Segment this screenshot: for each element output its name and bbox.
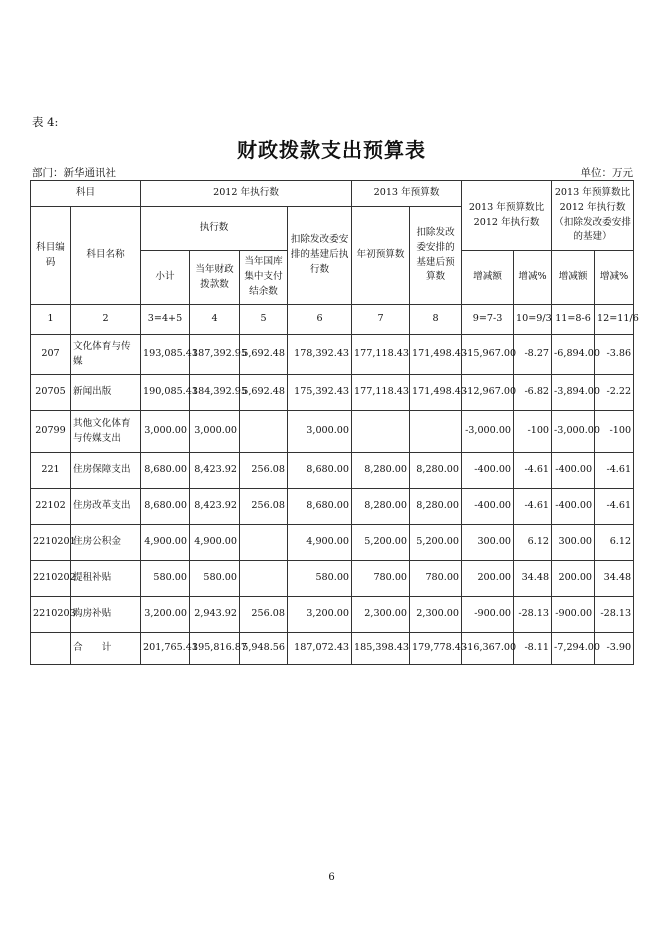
amount-cell: 8,280.00 <box>410 453 462 489</box>
amount-cell: -3,894.00 <box>552 375 595 411</box>
subject-code-cell: 207 <box>31 335 71 375</box>
amount-cell: 171,498.43 <box>410 335 462 375</box>
header-exec-2012: 2012 年执行数 <box>141 181 352 207</box>
amount-cell: -400.00 <box>552 453 595 489</box>
amount-cell: 300.00 <box>462 525 514 561</box>
amount-cell: 200.00 <box>462 561 514 597</box>
amount-cell: -12,967.00 <box>462 375 514 411</box>
amount-cell: 190,085.43 <box>141 375 190 411</box>
amount-cell: -16,367.00 <box>462 633 514 665</box>
amount-cell: -400.00 <box>462 453 514 489</box>
subject-code-cell: 221 <box>31 453 71 489</box>
column-index-cell: 11=8-6 <box>552 305 595 335</box>
column-index-row <box>31 305 634 335</box>
header-name: 科目名称 <box>71 207 141 305</box>
amount-cell: 3,200.00 <box>141 597 190 633</box>
amount-cell: 256.08 <box>240 453 288 489</box>
amount-cell: 256.08 <box>240 597 288 633</box>
subject-name-cell: 新闻出版 <box>71 375 141 411</box>
amount-cell: -3.86 <box>595 335 634 375</box>
amount-cell: 5,692.48 <box>240 375 288 411</box>
table-row <box>31 489 634 525</box>
subject-name-cell: 住房保障支出 <box>71 453 141 489</box>
amount-cell: 8,680.00 <box>288 489 352 525</box>
amount-cell: 6.12 <box>595 525 634 561</box>
amount-cell <box>240 561 288 597</box>
amount-cell: -28.13 <box>514 597 552 633</box>
amount-cell: 3,000.00 <box>288 411 352 453</box>
amount-cell: 8,423.92 <box>190 453 240 489</box>
department-label: 部门：新华通讯社 <box>32 167 116 179</box>
amount-cell: -900.00 <box>552 597 595 633</box>
amount-cell: 4,900.00 <box>141 525 190 561</box>
column-index-cell: 1 <box>31 305 71 335</box>
table-row <box>31 525 634 561</box>
header-subject: 科目 <box>31 181 141 207</box>
amount-cell: -6.82 <box>514 375 552 411</box>
table-row <box>31 411 634 453</box>
amount-cell: 8,423.92 <box>190 489 240 525</box>
amount-cell: 34.48 <box>514 561 552 597</box>
column-index-cell: 7 <box>352 305 410 335</box>
amount-cell: 3,000.00 <box>141 411 190 453</box>
amount-cell: 5,692.48 <box>240 335 288 375</box>
amount-cell: 6.12 <box>514 525 552 561</box>
subject-name-cell: 文化体育与传媒 <box>71 335 141 375</box>
subject-code-cell: 2210203 <box>31 597 71 633</box>
header-change-amount-adjusted: 增减额 <box>552 251 595 305</box>
amount-cell: 177,118.43 <box>352 335 410 375</box>
amount-cell: 178,392.43 <box>288 335 352 375</box>
column-index-cell: 9=7-3 <box>462 305 514 335</box>
amount-cell: -7,294.00 <box>552 633 595 665</box>
unit-label: 单位：万元 <box>580 167 633 179</box>
amount-cell: 193,085.43 <box>141 335 190 375</box>
table-row <box>31 597 634 633</box>
subject-name-cell: 住房公积金 <box>71 525 141 561</box>
column-index-cell: 5 <box>240 305 288 335</box>
table-row <box>31 453 634 489</box>
amount-cell: 5,200.00 <box>410 525 462 561</box>
amount-cell: 34.48 <box>595 561 634 597</box>
amount-cell: 780.00 <box>352 561 410 597</box>
amount-cell: -100 <box>514 411 552 453</box>
subject-code-cell: 20705 <box>31 375 71 411</box>
amount-cell: -4.61 <box>514 489 552 525</box>
header-current-allocation: 当年财政拨款数 <box>190 251 240 305</box>
amount-cell: 3,000.00 <box>190 411 240 453</box>
amount-cell: -8.27 <box>514 335 552 375</box>
amount-cell: -4.61 <box>514 453 552 489</box>
amount-cell: 580.00 <box>141 561 190 597</box>
amount-cell: 8,280.00 <box>352 489 410 525</box>
amount-cell <box>352 411 410 453</box>
column-index-cell: 4 <box>190 305 240 335</box>
amount-cell: -2.22 <box>595 375 634 411</box>
amount-cell: 256.08 <box>240 489 288 525</box>
page-title: 财政拨款支出预算表 <box>237 138 426 162</box>
amount-cell: 195,816.87 <box>190 633 240 665</box>
header-subtotal: 小计 <box>141 251 190 305</box>
header-exec-adjusted: 扣除发改委安排的基建后执行数 <box>288 207 352 305</box>
amount-cell: 4,900.00 <box>190 525 240 561</box>
amount-cell: -28.13 <box>595 597 634 633</box>
amount-cell: 2,300.00 <box>352 597 410 633</box>
amount-cell: -400.00 <box>462 489 514 525</box>
column-index-cell: 8 <box>410 305 462 335</box>
header-compare-2012: 2013 年预算数比 2012 年执行数 <box>462 181 552 251</box>
amount-cell: -4.61 <box>595 453 634 489</box>
subject-name-cell: 住房改革支出 <box>71 489 141 525</box>
total-row <box>31 633 634 665</box>
amount-cell: 300.00 <box>552 525 595 561</box>
subject-code-cell: 2210201 <box>31 525 71 561</box>
header-budget-2013: 2013 年预算数 <box>352 181 462 207</box>
amount-cell: -3,000.00 <box>552 411 595 453</box>
column-index-cell: 6 <box>288 305 352 335</box>
amount-cell: 4,900.00 <box>288 525 352 561</box>
amount-cell <box>240 525 288 561</box>
amount-cell: -15,967.00 <box>462 335 514 375</box>
header-treasury-balance: 当年国库集中支付结余数 <box>240 251 288 305</box>
table-row <box>31 375 634 411</box>
subject-name-cell: 合 计 <box>71 633 141 665</box>
header-compare-2012-adjusted: 2013 年预算数比 2012 年执行数（扣除发改委安排的基建） <box>552 181 634 251</box>
column-index-cell: 2 <box>71 305 141 335</box>
header-exec-sub: 执行数 <box>141 207 288 251</box>
table-row <box>31 335 634 375</box>
amount-cell: 8,680.00 <box>141 453 190 489</box>
amount-cell: 8,680.00 <box>141 489 190 525</box>
amount-cell: -8.11 <box>514 633 552 665</box>
amount-cell: 580.00 <box>288 561 352 597</box>
column-index-cell: 10=9/3 <box>514 305 552 335</box>
amount-cell: 177,118.43 <box>352 375 410 411</box>
amount-cell: 184,392.95 <box>190 375 240 411</box>
amount-cell: 201,765.43 <box>141 633 190 665</box>
amount-cell: -400.00 <box>552 489 595 525</box>
amount-cell: 8,280.00 <box>352 453 410 489</box>
amount-cell: -6,894.00 <box>552 335 595 375</box>
amount-cell <box>410 411 462 453</box>
table-label: 表 4: <box>32 115 59 129</box>
header-change-percent-adjusted: 增减% <box>595 251 634 305</box>
amount-cell: 5,948.56 <box>240 633 288 665</box>
amount-cell: -100 <box>595 411 634 453</box>
amount-cell: -3.90 <box>595 633 634 665</box>
subject-code-cell: 20799 <box>31 411 71 453</box>
budget-table <box>30 180 639 665</box>
page-number: 6 <box>328 872 335 883</box>
amount-cell: 8,280.00 <box>410 489 462 525</box>
amount-cell: 171,498.43 <box>410 375 462 411</box>
amount-cell: 200.00 <box>552 561 595 597</box>
subject-code-cell: 22102 <box>31 489 71 525</box>
amount-cell: 8,680.00 <box>288 453 352 489</box>
column-index-cell: 3=4+5 <box>141 305 190 335</box>
subject-code-cell: 2210202 <box>31 561 71 597</box>
subject-name-cell: 购房补贴 <box>71 597 141 633</box>
amount-cell: 187,072.43 <box>288 633 352 665</box>
amount-cell: -900.00 <box>462 597 514 633</box>
amount-cell: 580.00 <box>190 561 240 597</box>
amount-cell: 185,398.43 <box>352 633 410 665</box>
header-annual-budget: 年初预算数 <box>352 207 410 305</box>
header-budget-adjusted: 扣除发改委安排的基建后预算数 <box>410 207 462 305</box>
header-code: 科目编码 <box>31 207 71 305</box>
amount-cell: 187,392.95 <box>190 335 240 375</box>
amount-cell: 2,300.00 <box>410 597 462 633</box>
subject-code-cell <box>31 633 71 665</box>
column-index-cell: 12=11/6 <box>595 305 634 335</box>
subject-name-cell: 其他文化体育与传媒支出 <box>71 411 141 453</box>
amount-cell: -3,000.00 <box>462 411 514 453</box>
header-change-percent: 增减% <box>514 251 552 305</box>
amount-cell: 2,943.92 <box>190 597 240 633</box>
amount-cell: 3,200.00 <box>288 597 352 633</box>
amount-cell <box>240 411 288 453</box>
amount-cell: -4.61 <box>595 489 634 525</box>
amount-cell: 175,392.43 <box>288 375 352 411</box>
amount-cell: 780.00 <box>410 561 462 597</box>
header-change-amount: 增减额 <box>462 251 514 305</box>
table-row <box>31 561 634 597</box>
amount-cell: 179,778.43 <box>410 633 462 665</box>
amount-cell: 5,200.00 <box>352 525 410 561</box>
subject-name-cell: 提租补贴 <box>71 561 141 597</box>
